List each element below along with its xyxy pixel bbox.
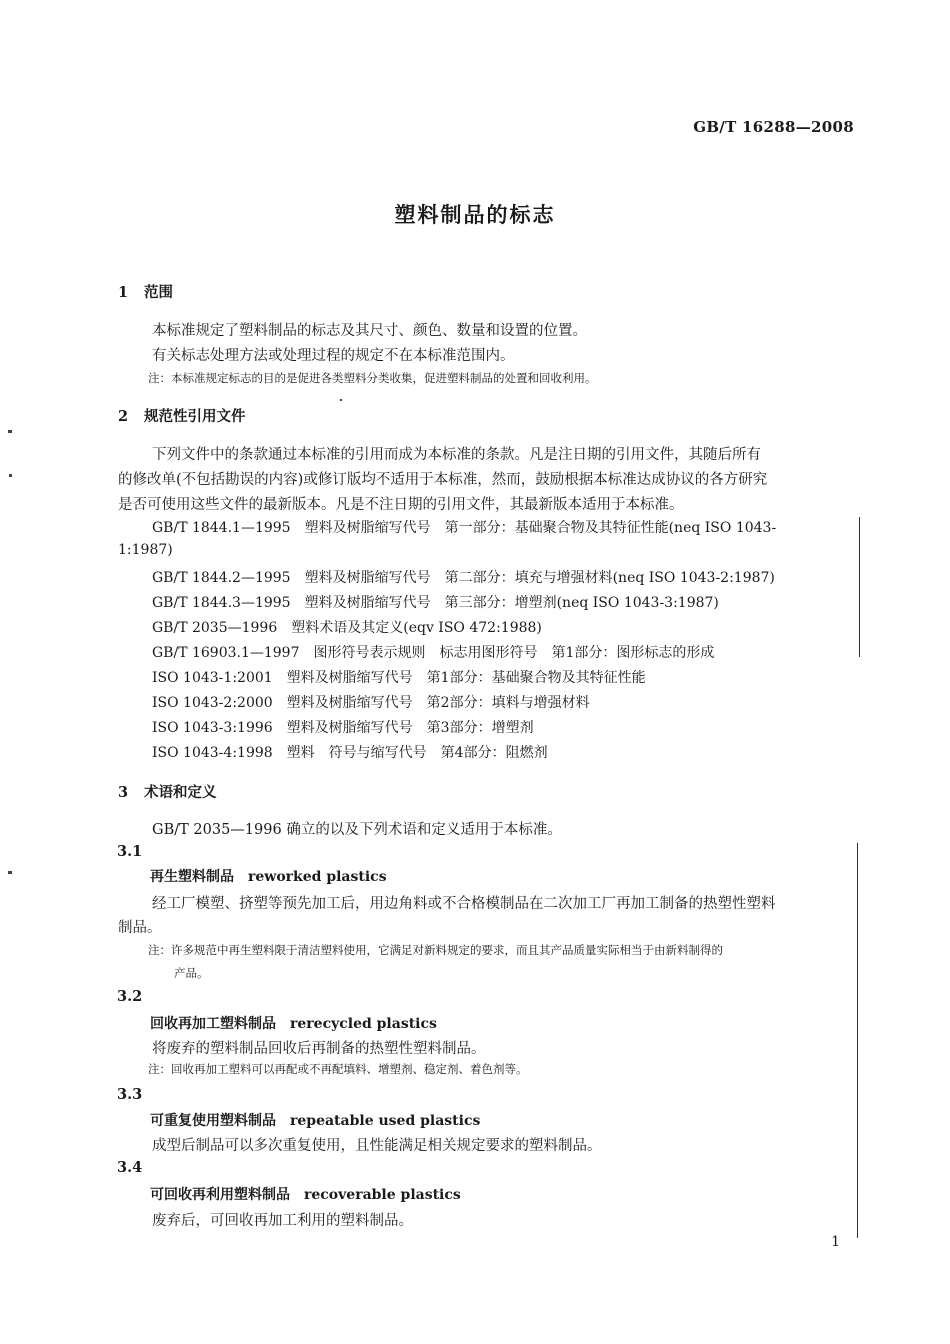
term-zh: 可回收再利用塑料制品	[150, 1187, 290, 1203]
page-title: 塑料制品的标志	[394, 202, 556, 227]
margin-line	[857, 843, 858, 1238]
section-title: 规范性引用文件	[144, 408, 246, 425]
reference-title: 塑料及树脂缩写代号 第3部分：增塑剂	[286, 720, 534, 736]
term-en: rerecycled plastics	[290, 1016, 437, 1032]
term-number: 3.3	[117, 1086, 143, 1103]
reference-item	[152, 642, 714, 662]
term-zh: 可重复使用塑料制品	[150, 1113, 276, 1129]
reference-item	[152, 617, 542, 637]
term-note: 产品。	[174, 966, 209, 980]
reference-title: 塑料及树脂缩写代号 第三部分：增塑剂(neq ISO 1043-3:1987)	[304, 595, 719, 611]
scope-paragraph: 本标准规定了塑料制品的标志及其尺寸、颜色、数量和设置的位置。	[152, 323, 587, 339]
reference-title: 塑料及树脂缩写代号 第1部分：基础聚合物及其特征性能	[286, 670, 646, 686]
section-heading-terms	[118, 781, 217, 802]
section-number: 1	[118, 284, 129, 301]
reference-code: ISO 1043-4:1998	[152, 745, 273, 761]
standard-number: GB/T 16288—2008	[693, 118, 854, 136]
term-definition: 废弃后，可回收再加工利用的塑料制品。	[152, 1213, 413, 1229]
section-number: 3	[118, 784, 129, 801]
refs-intro-line: 下列文件中的条款通过本标准的引用而成为本标准的条款。凡是注日期的引用文件，其随后所有	[152, 447, 761, 463]
term-number: 3.4	[117, 1159, 143, 1176]
term-note: 注：许多规范中再生塑料限于清洁塑料使用，它满足对新料规定的要求，而且其产品质量实际相当于由新料制得的	[148, 943, 723, 957]
reference-code: ISO 1043-2:2000	[152, 695, 273, 711]
reference-code: GB/T 1844.2—1995	[152, 570, 291, 586]
section-title: 术语和定义	[144, 784, 217, 801]
page-number: 1	[831, 1234, 840, 1250]
term-heading	[150, 1184, 461, 1204]
term-number: 3.1	[117, 843, 143, 860]
term-en: reworked plastics	[248, 869, 387, 885]
reference-item	[152, 592, 719, 612]
reference-item	[152, 742, 548, 762]
refs-intro-line: 的修改单(不包括勘误的内容)或修订版均不适用于本标准，然而，鼓励根据本标准达成协议的各方研究	[118, 472, 768, 488]
reference-code: GB/T 1844.1—1995	[152, 520, 291, 536]
reference-item	[152, 692, 590, 712]
reference-code: GB/T 2035—1996	[152, 620, 278, 636]
reference-code: GB/T 1844.3—1995	[152, 595, 291, 611]
scan-speck	[340, 399, 342, 401]
reference-code: GB/T 16903.1—1997	[152, 645, 300, 661]
section-title: 范围	[144, 284, 173, 301]
refs-intro-line: 是否可使用这些文件的最新版本。凡是不注日期的引用文件，其最新版本适用于本标准。	[118, 497, 684, 513]
term-definition: 成型后制品可以多次重复使用，且性能满足相关规定要求的塑料制品。	[152, 1138, 602, 1154]
scan-speck	[8, 871, 12, 874]
term-en: repeatable used plastics	[290, 1113, 481, 1129]
term-number: 3.2	[117, 988, 143, 1005]
term-definition: 经工厂模塑、挤塑等预先加工后，用边角料或不合格模制品在二次加工厂再加工制备的热塑性塑料	[152, 896, 776, 912]
section-number: 2	[118, 408, 129, 425]
reference-title: 塑料及树脂缩写代号 第2部分：填料与增强材料	[286, 695, 590, 711]
reference-item	[152, 667, 646, 687]
term-heading	[150, 1110, 480, 1130]
reference-title: 塑料及树脂缩写代号 第二部分：填充与增强材料(neq ISO 1043-2:1987)	[304, 570, 775, 586]
reference-item	[152, 717, 534, 737]
scope-note: 注：本标准规定标志的目的是促进各类塑料分类收集，促进塑料制品的处置和回收利用。	[148, 371, 597, 385]
reference-item	[152, 517, 776, 537]
term-heading	[150, 1013, 437, 1033]
reference-title: 塑料及树脂缩写代号 第一部分：基础聚合物及其特征性能(neq ISO 1043-	[304, 520, 777, 536]
term-zh: 再生塑料制品	[150, 869, 234, 885]
reference-code: ISO 1043-3:1996	[152, 720, 273, 736]
reference-title: 塑料 符号与缩写代号 第4部分：阻燃剂	[286, 745, 548, 761]
section-heading-normative-refs	[118, 405, 246, 426]
reference-title: 塑料术语及其定义(eqv ISO 472:1988)	[291, 620, 542, 636]
term-note: 注：回收再加工塑料可以再配或不再配填料、增塑剂、稳定剂、着色剂等。	[148, 1062, 528, 1076]
term-zh: 回收再加工塑料制品	[150, 1016, 276, 1032]
section-heading-scope	[118, 281, 173, 302]
reference-continuation: 1:1987)	[118, 542, 173, 558]
scan-speck	[8, 430, 12, 433]
term-definition: 制品。	[118, 920, 162, 936]
scan-speck	[9, 474, 12, 477]
reference-item	[152, 567, 775, 587]
term-heading	[150, 866, 387, 886]
margin-line	[859, 517, 860, 657]
scope-paragraph: 有关标志处理方法或处理过程的规定不在本标准范围内。	[152, 348, 515, 364]
terms-intro: GB/T 2035—1996 确立的以及下列术语和定义适用于本标准。	[152, 822, 562, 838]
reference-code: ISO 1043-1:2001	[152, 670, 273, 686]
term-definition: 将废弃的塑料制品回收后再制备的热塑性塑料制品。	[152, 1041, 486, 1057]
term-en: recoverable plastics	[304, 1187, 461, 1203]
reference-title: 图形符号表示规则 标志用图形符号 第1部分：图形标志的形成	[313, 645, 715, 661]
